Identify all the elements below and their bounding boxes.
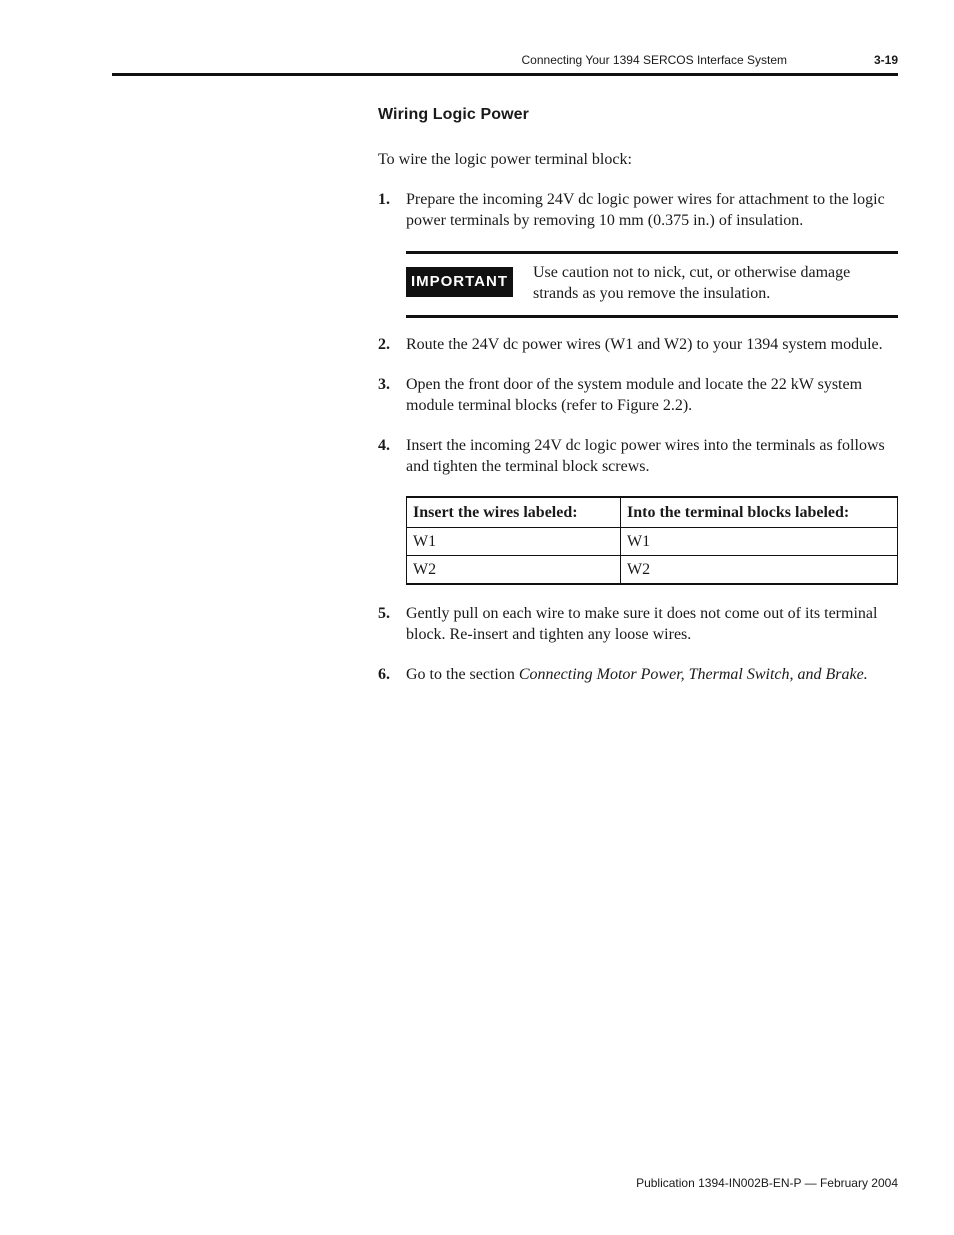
table-header-cell: Insert the wires labeled: [407, 497, 621, 528]
step-4 [378, 435, 898, 477]
page-header [112, 44, 898, 76]
step-text: Go to the section [406, 666, 519, 683]
step-5 [378, 603, 898, 645]
important-notice [406, 251, 898, 318]
table-cell: W1 [621, 528, 898, 556]
intro-text: To wire the logic power terminal block: [378, 151, 632, 168]
table-cell: W1 [407, 528, 621, 556]
main-content [378, 106, 898, 685]
step-text: Gently pull on each wire to make sure it does not come out of its terminal block. Re-insert and tighten any loose wires. [406, 605, 878, 643]
step-number: 4. [378, 437, 390, 454]
important-text: Use caution not to nick, cut, or otherwise damage strands as you remove the insulation. [533, 264, 851, 302]
step-3 [378, 374, 898, 416]
table-cell: W2 [621, 556, 898, 585]
step-6 [378, 664, 898, 685]
step-text: Open the front door of the system module and locate the 22 kW system module terminal blocks (refer to Figure 2.2). [406, 376, 863, 414]
wire-terminal-table [406, 496, 898, 585]
table-header-row [407, 497, 898, 528]
step-text: Prepare the incoming 24V dc logic power wires for attachment to the logic power terminals by removing 10 mm (0.375 in.) of insulation. [406, 191, 885, 229]
table-header-cell: Into the terminal blocks labeled: [621, 497, 898, 528]
important-badge: IMPORTANT [406, 267, 513, 297]
step-number: 1. [378, 191, 390, 208]
step-number: 3. [378, 376, 390, 393]
step-number: 5. [378, 605, 390, 622]
step-number: 2. [378, 336, 390, 353]
step-text: Route the 24V dc power wires (W1 and W2) to your 1394 system module. [406, 336, 883, 353]
page-number: 3-19 [873, 53, 898, 67]
table-row [407, 528, 898, 556]
running-header-title: Connecting Your 1394 SERCOS Interface System [521, 53, 787, 67]
table-row [407, 556, 898, 585]
step-number: 6. [378, 666, 390, 683]
section-reference: Connecting Motor Power, Thermal Switch, and Brake. [518, 666, 868, 683]
section-title: Wiring Logic Power [378, 106, 529, 123]
step-2 [378, 334, 898, 355]
step-1 [378, 189, 898, 231]
table-cell: W2 [407, 556, 621, 585]
step-text: Insert the incoming 24V dc logic power wires into the terminals as follows and tighten the terminal block screws. [406, 437, 885, 475]
page-footer: Publication 1394-IN002B-EN-P — February 2004 [636, 1176, 898, 1190]
